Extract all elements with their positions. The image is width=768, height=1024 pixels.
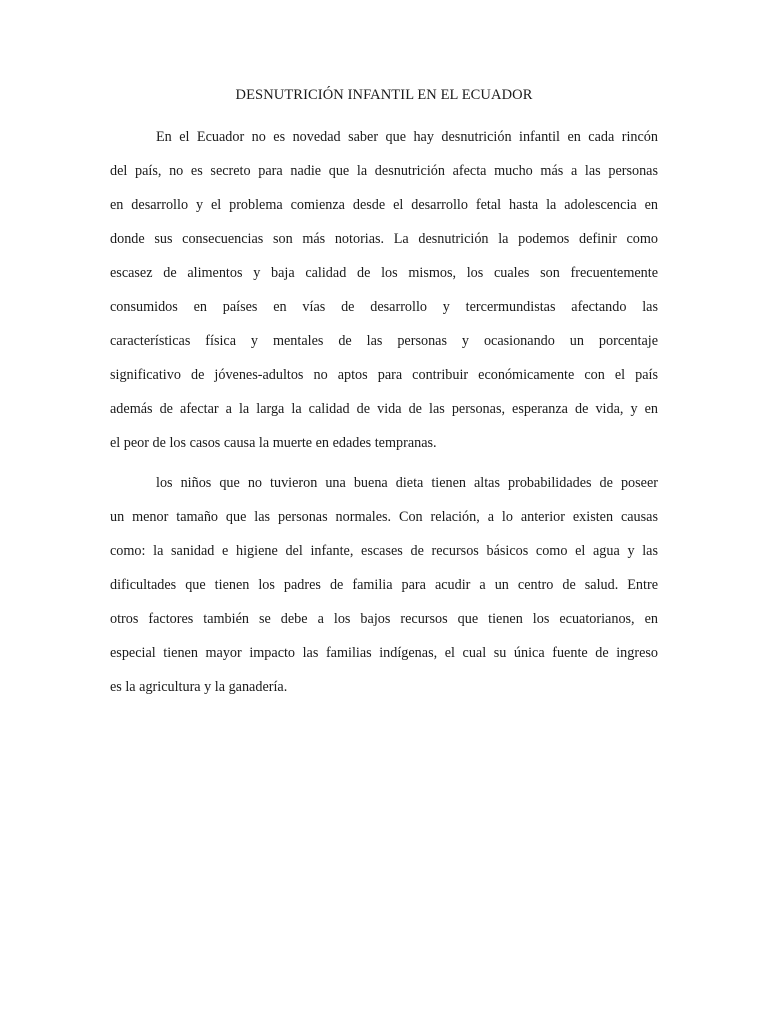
paragraph-line: es la agricultura y la ganadería. [110,679,288,695]
paragraph-line: los niños que no tuvieron una buena dieta tienen altas probabilidades de poseer [156,475,658,491]
paragraph-line: escasez de alimentos y baja calidad de los mismos, los cuales son frecuentemente [110,265,658,281]
paragraph-line: consumidos en países en vías de desarrollo y tercermundistas afectando las [110,299,658,315]
paragraph-1 [110,120,658,460]
paragraph-line: donde sus consecuencias son más notorias. La desnutrición la podemos definir como [110,231,658,247]
document-title: DESNUTRICIÓN INFANTIL EN EL ECUADOR [235,87,533,103]
paragraph-line: como: la sanidad e higiene del infante, escases de recursos básicos como el agua y las [110,543,658,559]
paragraph-line: dificultades que tienen los padres de familia para acudir a un centro de salud. Entre [110,577,658,593]
paragraph-line: especial tienen mayor impacto las familias indígenas, el cual su única fuente de ingreso [110,645,658,661]
paragraph-line: además de afectar a la larga la calidad de vida de las personas, esperanza de vida, y en [110,401,658,417]
paragraph-line: del país, no es secreto para nadie que la desnutrición afecta mucho más a las personas [110,163,658,179]
paragraph-line: en desarrollo y el problema comienza desde el desarrollo fetal hasta la adolescencia en [110,197,658,213]
paragraph-line: En el Ecuador no es novedad saber que hay desnutrición infantil en cada rincón [156,129,658,145]
paragraph-line: un menor tamaño que las personas normales. Con relación, a lo anterior existen causas [110,509,658,525]
paragraph-line: características física y mentales de las personas y ocasionando un porcentaje [110,333,658,349]
paragraph-line: significativo de jóvenes-adultos no aptos para contribuir económicamente con el país [110,367,658,383]
paragraph-line: el peor de los casos causa la muerte en edades tempranas. [110,435,437,451]
paragraph-line: otros factores también se debe a los bajos recursos que tienen los ecuatorianos, en [110,611,658,627]
paragraph-2 [110,466,658,704]
